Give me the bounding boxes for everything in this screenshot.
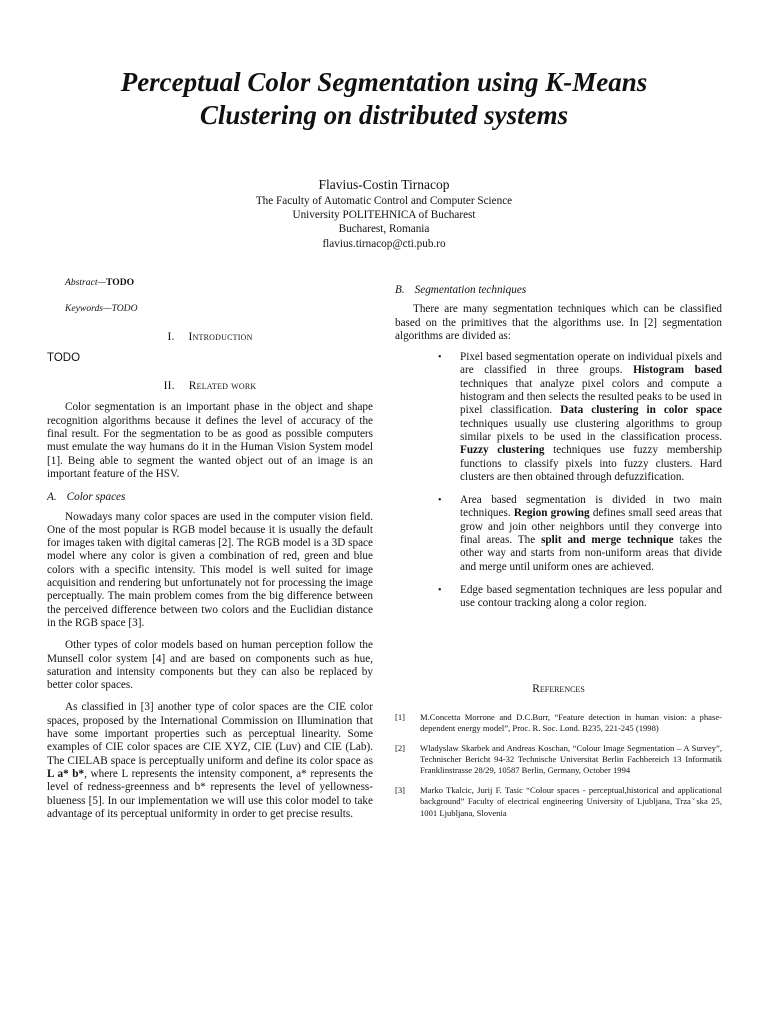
paper-title — [0, 66, 768, 132]
paragraph-text: , where L represents the intensity component, a* represents the level of redness-greenness and b* represents the level of yellowness-blueness [5]. In our implementation we will use this color model to take advantage of its perceptual uniformity in order to get precise results. — [47, 767, 373, 820]
item-text: techniques use fuzzy membership functions to classify pixels into fuzzy clusters. Hard clusters are then obtained through defuzzification. — [460, 444, 722, 483]
abstract-label: Abstract— — [65, 277, 107, 288]
item-text: takes the other way and starts from non-uniform areas that divide and merge until uniform ones are achieved. — [460, 534, 723, 573]
subsection-letter: B. — [395, 284, 405, 296]
item-text: techniques usually use clustering algorithms to group similar pixels to be used in the classification process. — [460, 417, 722, 443]
list-item-edge-based — [395, 584, 722, 611]
keywords-text: TODO — [111, 303, 138, 315]
author-name: Flavius-Costin Tirnacop — [318, 177, 450, 192]
references-heading: References — [532, 682, 585, 695]
subsection-heading-color-spaces — [47, 491, 373, 504]
reference-text: Marko Tkalcic, Jurij F. Tasic “Colour spaces - perceptual,historical and applicational background” Faculty of electrical engineering University of Ljubljana, Trzaˇska 25, 1001 Ljubljana, Slovenia — [420, 784, 722, 818]
reference-item — [395, 785, 722, 819]
affiliation-university: University POLITEHNICA of Bucharest — [292, 209, 476, 222]
title-line-2: Clustering on distributed systems — [199, 100, 569, 130]
color-spaces-paragraph-2: Other types of color models based on human perception follow the Munsell color system [4] and are based on components such as hue, saturation and intensity components but they can also be replaced by better color spaces. — [47, 639, 373, 692]
item-text: defines small seed areas that grow and join other neighbors until they converge into final areas. The — [460, 507, 722, 547]
reference-number: [1] — [395, 711, 406, 722]
bullet-glyph: • — [438, 495, 442, 507]
affiliation-city: Bucharest, Romania — [338, 223, 430, 236]
section-number: II. — [163, 380, 175, 393]
term-region-growing: Region growing — [513, 507, 590, 520]
subsection-title: Color spaces — [66, 491, 126, 504]
segmentation-intro: There are many segmentation techniques which can be classified based on the primitives that the algorithms use. In [2] segmentation algorithms are divided as: — [395, 303, 722, 342]
introduction-body: TODO — [47, 351, 81, 364]
section-heading-introduction — [47, 331, 373, 344]
color-spaces-paragraph-3 — [47, 701, 373, 821]
item-text: Pixel based segmentation operate on individual pixels and are classified in three groups. — [460, 351, 722, 377]
list-item-area-based — [395, 494, 722, 574]
term-split-and-merge: split and merge technique — [541, 534, 674, 547]
author-email: flavius.tirnacop@cti.pub.ro — [322, 237, 446, 250]
reference-text: M.Concetta Morrone and D.C.Burr, “Feature detection in human vision: a phase-dependent energy model”, Proc. R. Soc. Lond. B235, 221-245 (1998) — [420, 711, 722, 734]
list-item-pixel-based — [395, 351, 722, 484]
item-text: Area based segmentation is divided in two main techniques. — [460, 494, 722, 520]
lab-formula: L a* b* — [47, 767, 85, 780]
term-data-clustering: Data clustering in color space — [560, 404, 722, 417]
reference-number: [3] — [395, 784, 406, 795]
term-fuzzy-clustering: Fuzzy clustering — [460, 444, 545, 457]
paragraph-text: As classified in [3] another type of color spaces are the CIE color spaces, proposed by the International Commission on Illumination that have some important properties such as perceptual linearity. Some examples of CIE color spaces are CIE XYZ, CIE (Luv) and CIE (Lab). The CIELAB space is perceptually uniform and define its color space as — [47, 701, 373, 767]
reference-text: Wladyslaw Skarbek and Andreas Koschan, “Colour Image Segmentation – A Survey”, Technischer Bericht 94-32 Technische Universitat Berlin Fachbereich 13 Informatik Franklinstrasse 28/29, 10587 Berlin, Germany, October 1994 — [420, 742, 722, 776]
right-column — [395, 284, 722, 827]
bullet-glyph: • — [438, 584, 442, 596]
item-text: techniques that analyze pixel colors and compute a histogram and then selects the resulted peaks to be used in pixel classification. — [460, 377, 722, 417]
color-spaces-paragraph-1: Nowadays many color spaces are used in the computer vision field. One of the most popular is RGB model because it is usually the default for images taken with digital cameras [2]. The RGB model is a 3D space model where any color is given a combination of red, green and blue colors with a specific intensity. This model is well suited for image acquisition and rendering but unfortunately not for processing the image perceptually. The main problem comes from the big difference between the perceived difference between two colors and the Euclidian distance in the RGB space [3]. — [47, 510, 373, 629]
bullet-glyph: • — [438, 352, 442, 364]
subsection-letter: A. — [47, 491, 57, 504]
title-line-1: Perceptual Color Segmentation using K-Means — [120, 67, 648, 97]
segmentation-list — [395, 351, 722, 610]
section-title: Related work — [188, 380, 257, 393]
subsection-heading-segmentation — [395, 284, 722, 297]
item-text: Edge based segmentation techniques are less popular and use contour tracking along a color region. — [460, 583, 722, 610]
subsection-title: Segmentation techniques — [414, 284, 527, 296]
related-work-paragraph: Color segmentation is an important phase in the object and shape recognition algorithms because it defines the level of accuracy of the final result. For the segmentation to be as good as possible computers must emulate the way humans do it in the Human Vision System model [1]. Being able to segment the wanted object out of an image is an important feature of the HSV. — [47, 401, 373, 480]
keywords — [65, 302, 373, 315]
left-column — [47, 276, 373, 821]
section-number: I. — [167, 330, 175, 343]
keywords-label: Keywords— — [65, 303, 112, 315]
reference-number: [2] — [395, 742, 406, 753]
reference-item — [395, 712, 722, 735]
abstract-text: TODO — [106, 277, 135, 288]
reference-item — [395, 743, 722, 777]
section-title: Introduction — [188, 330, 253, 343]
affiliation-faculty: The Faculty of Automatic Control and Computer Science — [255, 195, 513, 207]
abstract — [65, 276, 373, 289]
term-histogram-based: Histogram based — [633, 364, 722, 377]
section-heading-related-work — [47, 380, 373, 393]
author-block — [0, 176, 768, 251]
